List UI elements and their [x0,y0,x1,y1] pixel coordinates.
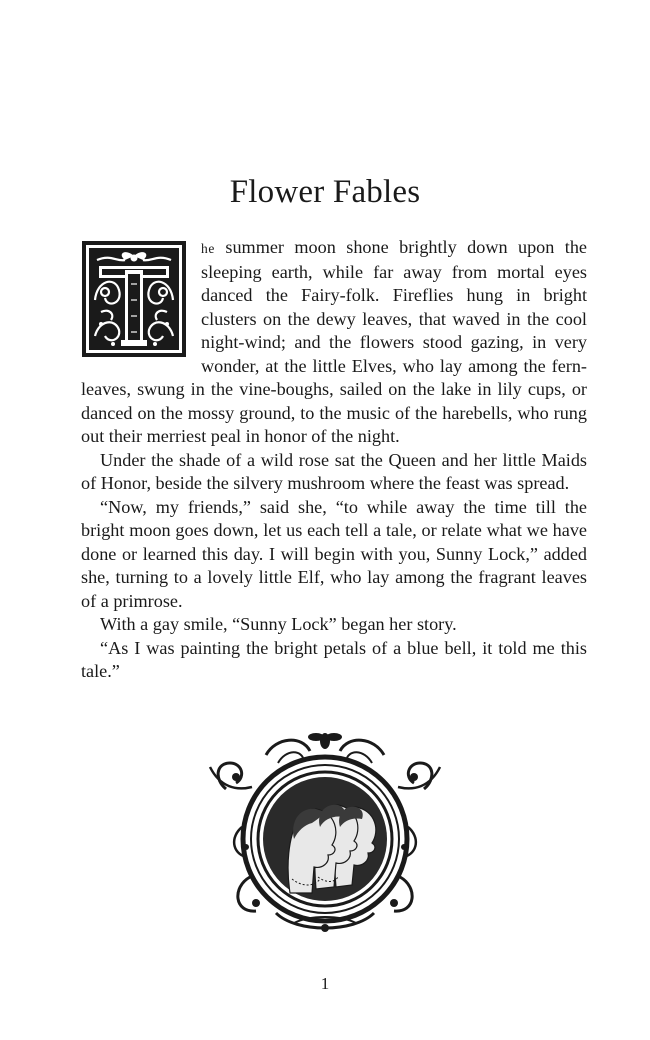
drop-cap-illustration [81,240,187,358]
paragraph-gay-smile: With a gay smile, “Sunny Lock” began her story. [100,614,457,634]
chapter-body [81,236,587,684]
cameo-vignette-illustration [206,727,444,939]
opening-word-smallcaps: he [201,241,215,256]
chapter-title: Flower Fables [229,174,421,210]
page-number: 1 [320,974,330,993]
paragraph-blue-bell: “As I was painting the bright petals of a blue bell, it told me this tale.” [81,637,587,681]
paragraph-queen: Under the shade of a wild rose sat the Queen and her little Maids of Honor, beside the silvery mushroom where the feast was spread. [81,449,587,493]
opening-paragraph-text: summer moon shone brightly down upon the sleeping earth, while far away from mortal eyes danced the Fairy-folk. Fireflies hung in bright clusters on the dewy leaves, that waved in the cool night-wind; and the flowers stood gazing, in very wonder, at the little Elves, who lay among the fern-leaves, swung in the vine-boughs, sailed on the lake in lily cups, or danced on the mossy ground, to the music of the harebells, who rung out their merriest peal in honor of the night. [81,237,587,446]
opening-paragraph [81,236,587,449]
paragraph-now-my-friends: “Now, my friends,” said she, “to while away the time till the bright moon goes down, let us each tell a tale, or relate what we have done or learned this day. I will begin with you, Sunny Lock,” added she, turning to a lovely little Elf, who lay among the fragrant leaves of a primrose. [81,496,587,611]
